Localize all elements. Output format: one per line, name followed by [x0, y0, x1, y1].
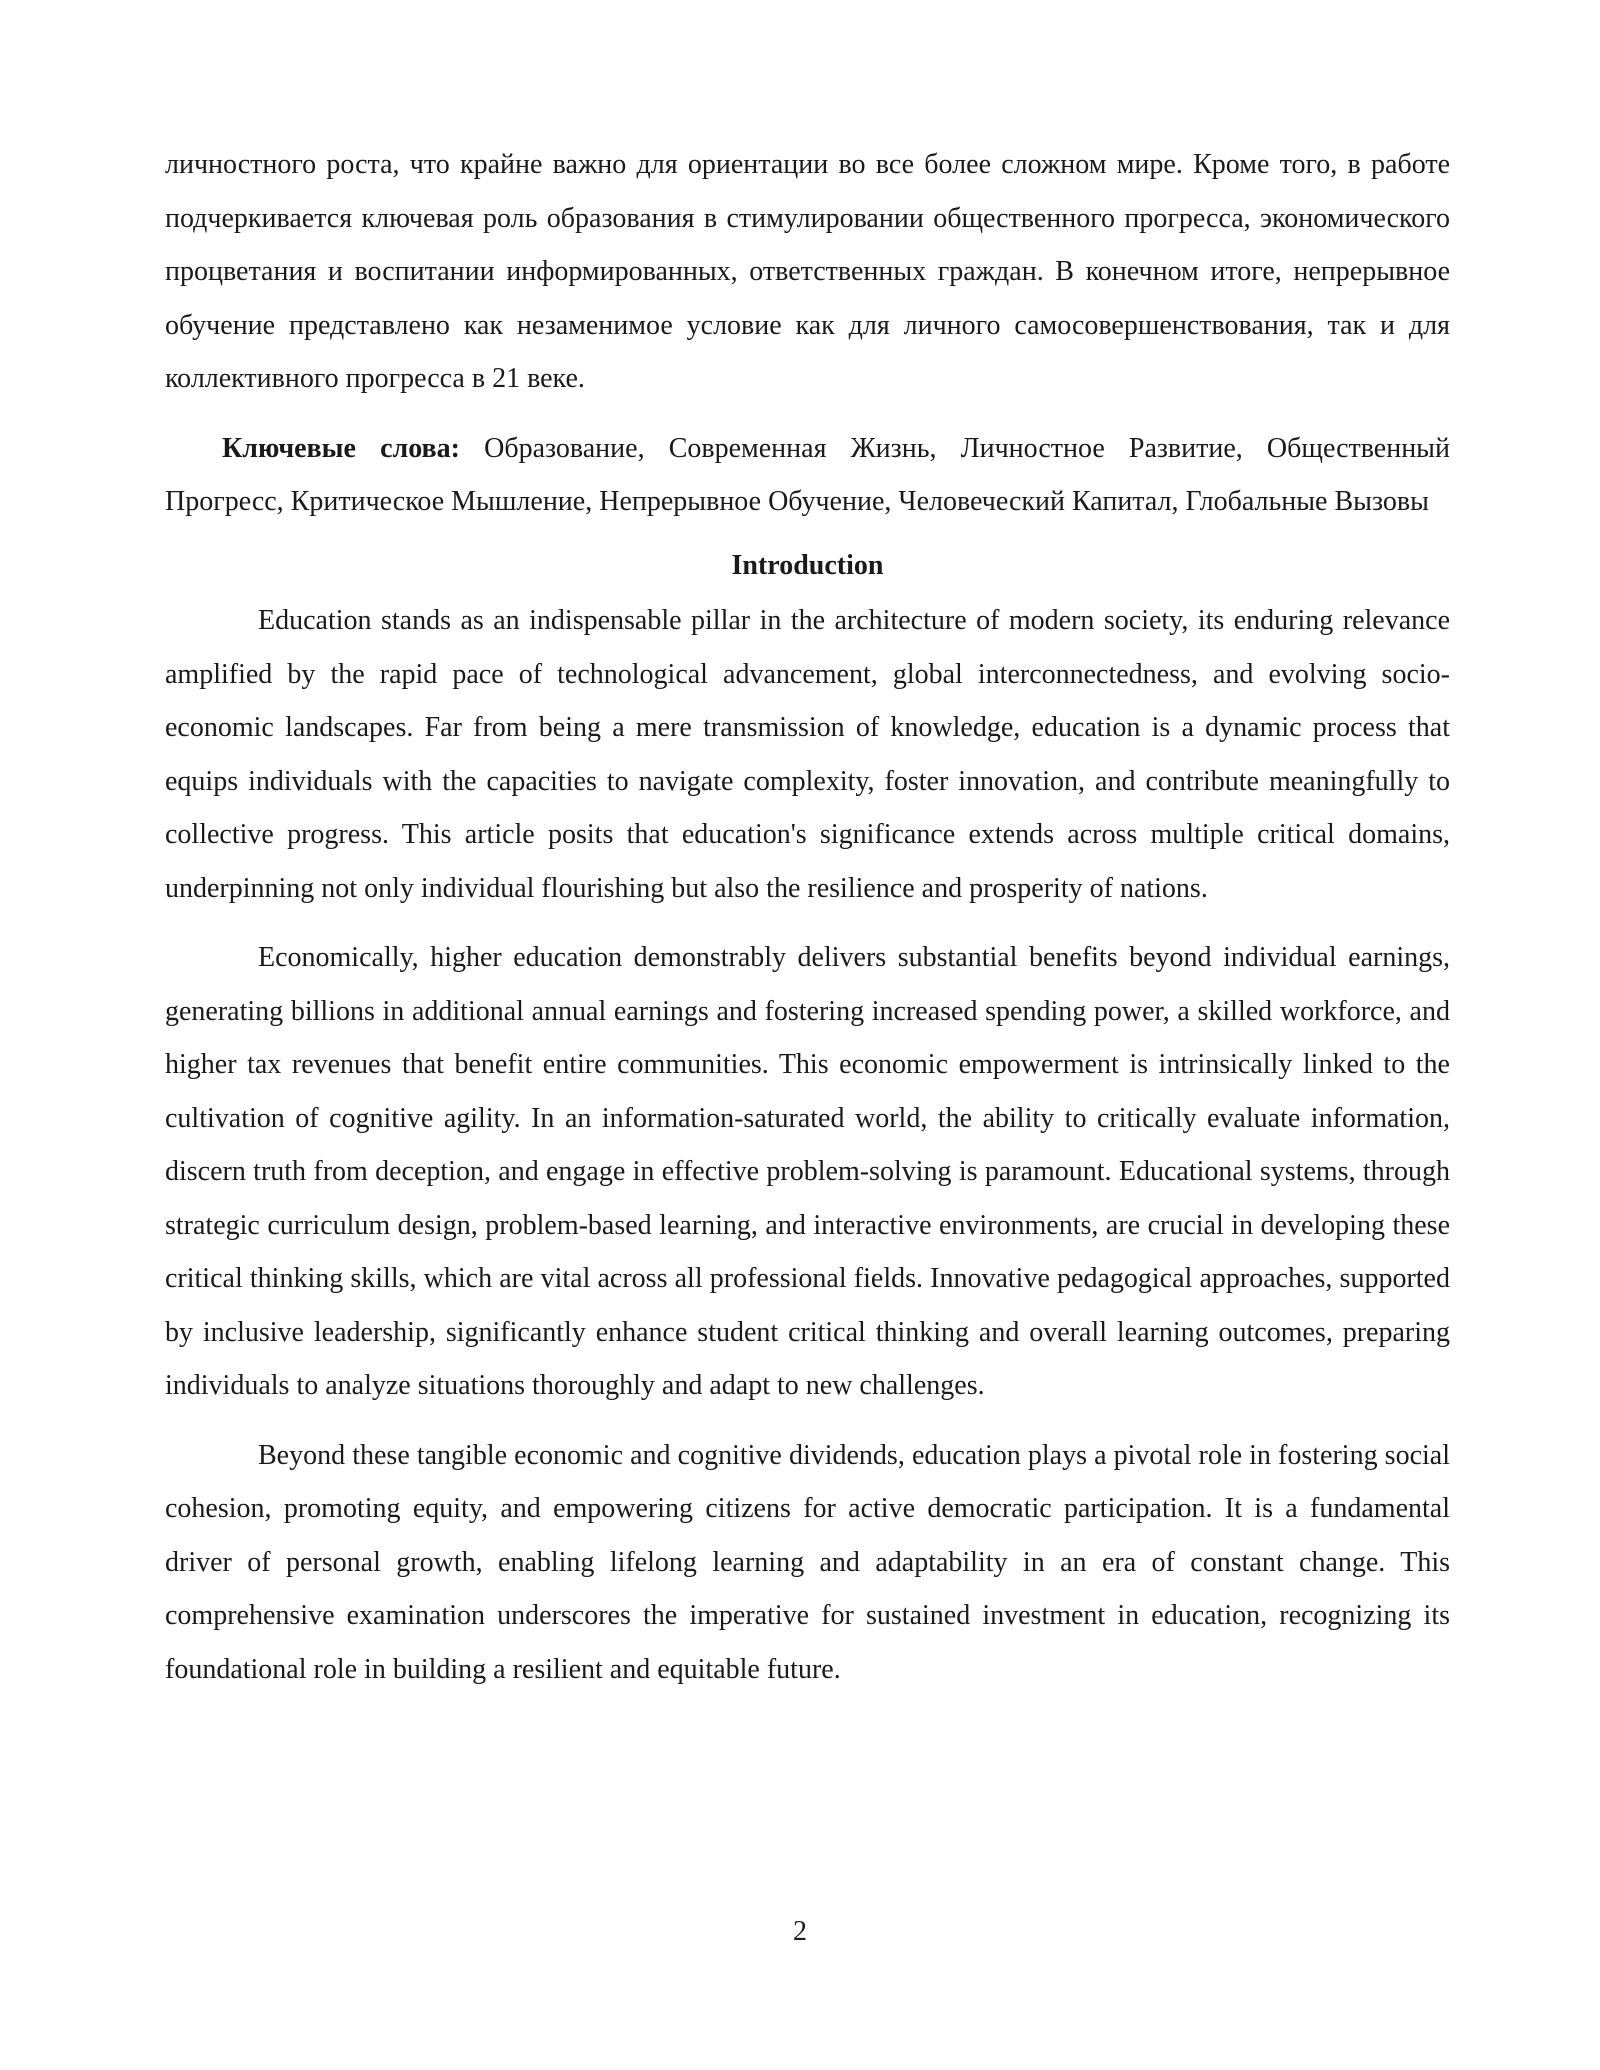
keywords-paragraph — [165, 422, 1450, 529]
body-paragraph-2: Economically, higher education demonstrably delivers substantial benefits beyond individual earnings, generating billions in additional annual earnings and fostering increased spending power, a skilled workforce, and higher tax revenues that benefit entire communities. This economic empowerment is intrinsically linked to the cultivation of cognitive agility. In an information-saturated world, the ability to critically evaluate information, discern truth from deception, and engage in effective problem-solving is paramount. Educational systems, through strategic curriculum design, problem-based learning, and interactive environments, are crucial in developing these critical thinking skills, which are vital across all professional fields. Innovative pedagogical approaches, supported by inclusive leadership, significantly enhance student critical thinking and overall learning outcomes, preparing individuals to analyze situations thoroughly and adapt to new challenges. — [165, 942, 1450, 1401]
document-page — [165, 138, 1450, 1696]
body-paragraph-1: Education stands as an indispensable pillar in the architecture of modern society, its enduring relevance amplified by the rapid pace of technological advancement, global interconnectedness, and evolving socio-economic landscapes. Far from being a mere transmission of knowledge, education is a dynamic process that equips individuals with the capacities to navigate complexity, foster innovation, and contribute meaningfully to collective progress. This article posits that education's significance extends across multiple critical domains, underpinning not only individual flourishing but also the resilience and prosperity of nations. — [165, 605, 1450, 904]
body-paragraph-3: Beyond these tangible economic and cognitive dividends, education plays a pivotal role in fostering social cohesion, promoting equity, and empowering citizens for active democratic participation. It is a fundamental driver of personal growth, enabling lifelong learning and adaptability in an era of constant change. This comprehensive examination underscores the imperative for sustained investment in education, recognizing its foundational role in building a resilient and equitable future. — [165, 1439, 1450, 1685]
page-number: 2 — [793, 1916, 807, 1947]
section-title: Introduction — [731, 549, 884, 581]
abstract-continuation: личностного роста, что крайне важно для ориентации во все более сложном мире. Кроме того, в работе подчеркивается ключевая роль образования в стимулировании общественного прогресса, экономического процветания и воспитании информированных, ответственных граждан. В конечном итоге, непрерывное обучение представлено как незаменимое условие как для личного самосовершенствования, так и для коллективного прогресса в 21 веке. — [165, 149, 1450, 394]
keywords-label: Ключевые слова: — [222, 432, 460, 464]
keywords-text: Образование, Современная Жизнь, Личностное Развитие, Общественный Прогресс, Критическое Мышление, Непрерывное Обучение, Человеческий Капитал, Глобальные Вызовы — [165, 432, 1450, 517]
